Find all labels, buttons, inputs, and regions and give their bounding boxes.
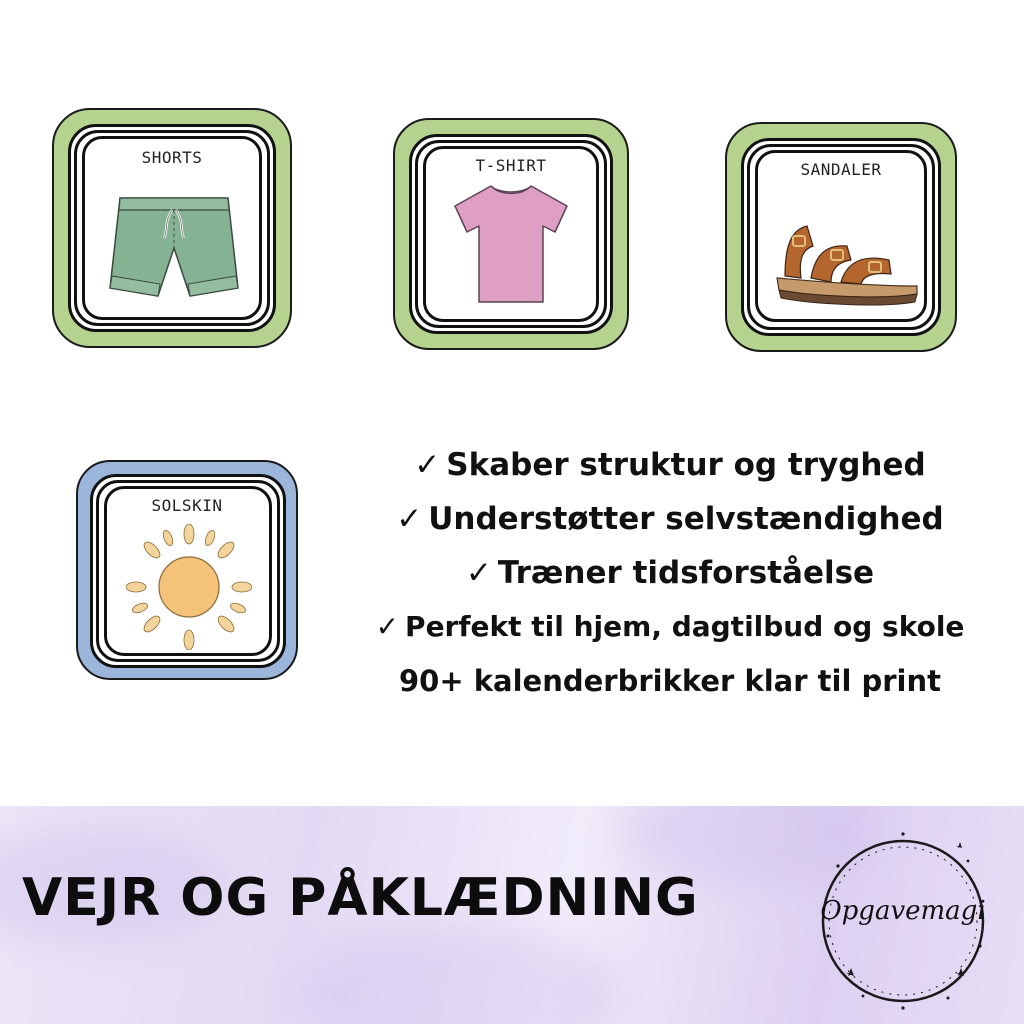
tshirt-icon — [447, 180, 575, 306]
feature-list — [340, 438, 1000, 708]
card-label: SOLSKIN — [151, 496, 223, 515]
sandal-icon — [771, 216, 921, 312]
feature-item: ✓ Træner tidsforståelse — [465, 555, 875, 591]
feature-item: 90+ kalenderbrikker klar til print — [399, 664, 941, 698]
card-tshirt — [393, 118, 629, 350]
card-shorts — [52, 108, 292, 348]
check-icon: ✓ — [375, 610, 400, 643]
card-label: T-SHIRT — [475, 156, 547, 175]
shorts-icon — [102, 192, 246, 302]
feature-item: ✓ Skaber struktur og tryghed — [414, 447, 926, 483]
banner-title: VEJR OG PÅKLÆDNING — [22, 868, 699, 928]
card-label: SHORTS — [141, 148, 203, 167]
check-icon: ✓ — [396, 501, 423, 537]
brand-logo — [808, 826, 998, 1016]
card-solskin — [76, 460, 298, 680]
feature-item: ✓ Perfekt til hjem, dagtilbud og skole — [375, 610, 965, 643]
check-icon: ✓ — [465, 555, 492, 591]
sun-icon — [126, 524, 252, 650]
card-label: SANDALER — [800, 160, 882, 179]
card-sandaler — [725, 122, 957, 352]
check-icon: ✓ — [414, 447, 441, 483]
logo-text: Opgavemagi — [820, 896, 986, 926]
feature-item: ✓ Understøtter selvstændighed — [396, 501, 944, 537]
